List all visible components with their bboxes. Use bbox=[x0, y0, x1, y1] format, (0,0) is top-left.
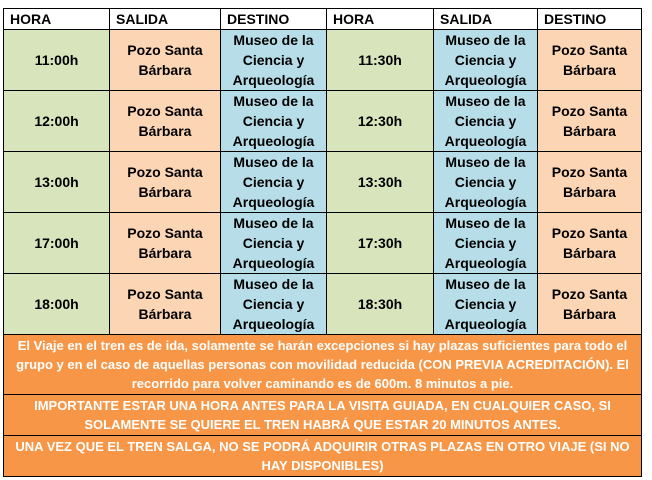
salida-cell: Pozo Santa Bárbara bbox=[110, 152, 221, 213]
table-row bbox=[4, 152, 642, 213]
salida-cell: Pozo Santa Bárbara bbox=[110, 30, 221, 91]
salida-cell: Museo de la Ciencia y Arqueología bbox=[434, 152, 538, 213]
header-hora-2: HORA bbox=[327, 9, 434, 30]
note-return-info: El Viaje en el tren es de ida, solamente se harán excepciones si hay plazas suficientes para todo el grupo y en el caso de aquellas personas con movilidad reducida (CON PREVIA ACREDITACIÓN). El recorrido para volver caminando es de 600m. 8 minutos a pie. bbox=[4, 335, 642, 395]
salida-cell: Museo de la Ciencia y Arqueología bbox=[434, 274, 538, 335]
header-destino-1: DESTINO bbox=[221, 9, 327, 30]
header-salida-2: SALIDA bbox=[434, 9, 538, 30]
hora-cell: 18:30h bbox=[327, 274, 434, 335]
salida-cell: Pozo Santa Bárbara bbox=[110, 213, 221, 274]
destino-cell: Pozo Santa Bárbara bbox=[538, 30, 642, 91]
salida-cell: Museo de la Ciencia y Arqueología bbox=[434, 30, 538, 91]
hora-cell: 11:30h bbox=[327, 30, 434, 91]
destino-cell: Pozo Santa Bárbara bbox=[538, 274, 642, 335]
destino-cell: Museo de la Ciencia y Arqueología bbox=[221, 213, 327, 274]
table-row bbox=[4, 91, 642, 152]
destino-cell: Pozo Santa Bárbara bbox=[538, 152, 642, 213]
table-row bbox=[4, 30, 642, 91]
header-destino-2: DESTINO bbox=[538, 9, 642, 30]
destino-cell: Pozo Santa Bárbara bbox=[538, 91, 642, 152]
table-row bbox=[4, 274, 642, 335]
hora-cell: 13:30h bbox=[327, 152, 434, 213]
header-salida-1: SALIDA bbox=[110, 9, 221, 30]
destino-cell: Pozo Santa Bárbara bbox=[538, 213, 642, 274]
hora-cell: 17:00h bbox=[4, 213, 110, 274]
salida-cell: Museo de la Ciencia y Arqueología bbox=[434, 213, 538, 274]
salida-cell: Museo de la Ciencia y Arqueología bbox=[434, 91, 538, 152]
train-schedule-table bbox=[3, 8, 642, 477]
note-arrival-warning: IMPORTANTE ESTAR UNA HORA ANTES PARA LA VISITA GUIADA, EN CUALQUIER CASO, SI SOLAMENTE SE QUIERE EL TREN HABRÁ QUE ESTAR 20 MINUTOS ANTES. bbox=[4, 395, 642, 436]
destino-cell: Museo de la Ciencia y Arqueología bbox=[221, 274, 327, 335]
hora-cell: 13:00h bbox=[4, 152, 110, 213]
salida-cell: Pozo Santa Bárbara bbox=[110, 274, 221, 335]
hora-cell: 17:30h bbox=[327, 213, 434, 274]
header-hora-1: HORA bbox=[4, 9, 110, 30]
hora-cell: 12:00h bbox=[4, 91, 110, 152]
note-row bbox=[4, 436, 642, 477]
note-row bbox=[4, 335, 642, 395]
hora-cell: 18:00h bbox=[4, 274, 110, 335]
destino-cell: Museo de la Ciencia y Arqueología bbox=[221, 30, 327, 91]
note-no-rebooking: UNA VEZ QUE EL TREN SALGA, NO SE PODRÁ ADQUIRIR OTRAS PLAZAS EN OTRO VIAJE (SI NO HAY DISPONIBLES) bbox=[4, 436, 642, 477]
hora-cell: 11:00h bbox=[4, 30, 110, 91]
note-row bbox=[4, 395, 642, 436]
table-row bbox=[4, 213, 642, 274]
destino-cell: Museo de la Ciencia y Arqueología bbox=[221, 91, 327, 152]
hora-cell: 12:30h bbox=[327, 91, 434, 152]
header-row bbox=[4, 9, 642, 30]
salida-cell: Pozo Santa Bárbara bbox=[110, 91, 221, 152]
destino-cell: Museo de la Ciencia y Arqueología bbox=[221, 152, 327, 213]
